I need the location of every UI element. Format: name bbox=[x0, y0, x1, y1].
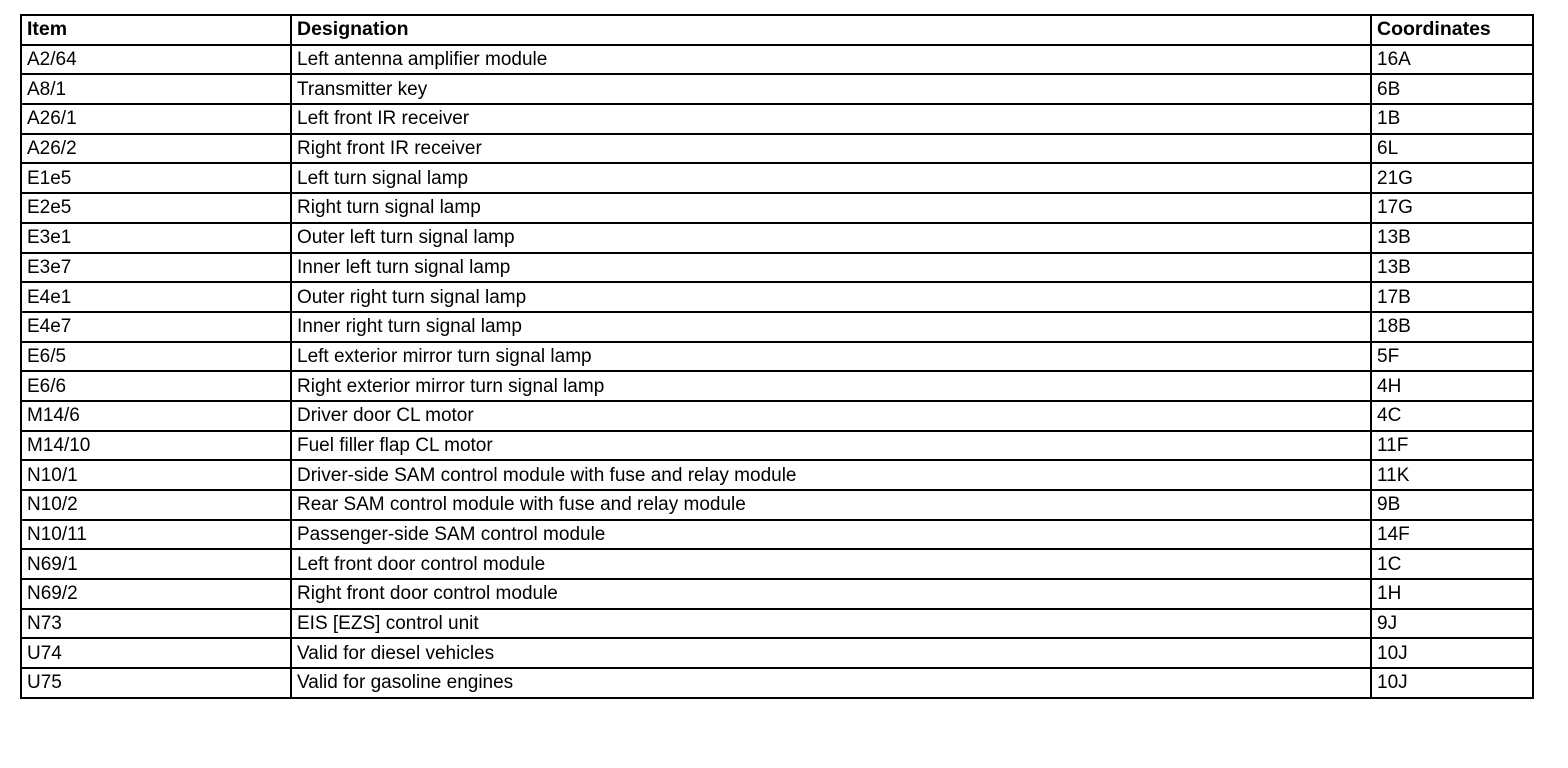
table-row bbox=[21, 104, 1533, 134]
item-cell: E6/5 bbox=[21, 342, 291, 372]
item-cell: N69/1 bbox=[21, 549, 291, 579]
coordinates-cell: 18B bbox=[1371, 312, 1533, 342]
item-cell: N69/2 bbox=[21, 579, 291, 609]
item-cell: E1e5 bbox=[21, 163, 291, 193]
coordinates-cell: 1B bbox=[1371, 104, 1533, 134]
table-row bbox=[21, 401, 1533, 431]
item-cell: A26/1 bbox=[21, 104, 291, 134]
coordinates-cell: 5F bbox=[1371, 342, 1533, 372]
table-row bbox=[21, 45, 1533, 75]
coordinates-cell: 6L bbox=[1371, 134, 1533, 164]
column-header-designation: Designation bbox=[291, 15, 1371, 45]
coordinates-cell: 9J bbox=[1371, 609, 1533, 639]
item-cell: E3e7 bbox=[21, 253, 291, 283]
coordinates-cell: 13B bbox=[1371, 253, 1533, 283]
item-cell: A2/64 bbox=[21, 45, 291, 75]
table-row bbox=[21, 253, 1533, 283]
item-cell: E2e5 bbox=[21, 193, 291, 223]
table-row bbox=[21, 668, 1533, 698]
table-body bbox=[21, 45, 1533, 698]
table-row bbox=[21, 549, 1533, 579]
coordinates-cell: 17G bbox=[1371, 193, 1533, 223]
table-row bbox=[21, 431, 1533, 461]
item-cell: M14/6 bbox=[21, 401, 291, 431]
item-cell: E4e7 bbox=[21, 312, 291, 342]
designation-cell: EIS [EZS] control unit bbox=[291, 609, 1371, 639]
table-row bbox=[21, 520, 1533, 550]
item-cell: U74 bbox=[21, 638, 291, 668]
coordinates-cell: 6B bbox=[1371, 74, 1533, 104]
column-header-coordinates: Coordinates bbox=[1371, 15, 1533, 45]
designation-cell: Right front IR receiver bbox=[291, 134, 1371, 164]
designation-cell: Inner left turn signal lamp bbox=[291, 253, 1371, 283]
designation-cell: Left exterior mirror turn signal lamp bbox=[291, 342, 1371, 372]
designation-cell: Left turn signal lamp bbox=[291, 163, 1371, 193]
table-row bbox=[21, 312, 1533, 342]
column-header-item: Item bbox=[21, 15, 291, 45]
coordinates-cell: 11K bbox=[1371, 460, 1533, 490]
table-row bbox=[21, 609, 1533, 639]
item-cell: N73 bbox=[21, 609, 291, 639]
designation-cell: Driver door CL motor bbox=[291, 401, 1371, 431]
designation-cell: Fuel filler flap CL motor bbox=[291, 431, 1371, 461]
coordinates-cell: 10J bbox=[1371, 668, 1533, 698]
coordinates-cell: 21G bbox=[1371, 163, 1533, 193]
coordinates-cell: 14F bbox=[1371, 520, 1533, 550]
designation-cell: Valid for gasoline engines bbox=[291, 668, 1371, 698]
table-row bbox=[21, 490, 1533, 520]
item-cell: A26/2 bbox=[21, 134, 291, 164]
designation-cell: Right turn signal lamp bbox=[291, 193, 1371, 223]
table-row bbox=[21, 74, 1533, 104]
coordinates-cell: 9B bbox=[1371, 490, 1533, 520]
table-row bbox=[21, 579, 1533, 609]
designation-cell: Rear SAM control module with fuse and relay module bbox=[291, 490, 1371, 520]
table-row bbox=[21, 460, 1533, 490]
item-cell: E3e1 bbox=[21, 223, 291, 253]
table-row bbox=[21, 193, 1533, 223]
table-row bbox=[21, 134, 1533, 164]
coordinates-cell: 1H bbox=[1371, 579, 1533, 609]
coordinates-cell: 16A bbox=[1371, 45, 1533, 75]
designation-cell: Right front door control module bbox=[291, 579, 1371, 609]
designation-cell: Left front IR receiver bbox=[291, 104, 1371, 134]
designation-cell: Driver-side SAM control module with fuse and relay module bbox=[291, 460, 1371, 490]
table-header-row bbox=[21, 15, 1533, 45]
designation-cell: Outer left turn signal lamp bbox=[291, 223, 1371, 253]
table-row bbox=[21, 342, 1533, 372]
table-row bbox=[21, 371, 1533, 401]
item-cell: E6/6 bbox=[21, 371, 291, 401]
item-cell: U75 bbox=[21, 668, 291, 698]
item-cell: N10/1 bbox=[21, 460, 291, 490]
coordinates-cell: 1C bbox=[1371, 549, 1533, 579]
item-cell: E4e1 bbox=[21, 282, 291, 312]
item-cell: N10/11 bbox=[21, 520, 291, 550]
coordinates-cell: 13B bbox=[1371, 223, 1533, 253]
designation-cell: Passenger-side SAM control module bbox=[291, 520, 1371, 550]
item-cell: M14/10 bbox=[21, 431, 291, 461]
table-row bbox=[21, 282, 1533, 312]
designation-cell: Transmitter key bbox=[291, 74, 1371, 104]
designation-cell: Left antenna amplifier module bbox=[291, 45, 1371, 75]
coordinates-cell: 17B bbox=[1371, 282, 1533, 312]
component-legend-table bbox=[20, 14, 1534, 699]
table-row bbox=[21, 163, 1533, 193]
designation-cell: Valid for diesel vehicles bbox=[291, 638, 1371, 668]
item-cell: N10/2 bbox=[21, 490, 291, 520]
designation-cell: Right exterior mirror turn signal lamp bbox=[291, 371, 1371, 401]
coordinates-cell: 11F bbox=[1371, 431, 1533, 461]
table-row bbox=[21, 638, 1533, 668]
designation-cell: Left front door control module bbox=[291, 549, 1371, 579]
coordinates-cell: 10J bbox=[1371, 638, 1533, 668]
item-cell: A8/1 bbox=[21, 74, 291, 104]
table-row bbox=[21, 223, 1533, 253]
coordinates-cell: 4C bbox=[1371, 401, 1533, 431]
coordinates-cell: 4H bbox=[1371, 371, 1533, 401]
designation-cell: Outer right turn signal lamp bbox=[291, 282, 1371, 312]
designation-cell: Inner right turn signal lamp bbox=[291, 312, 1371, 342]
